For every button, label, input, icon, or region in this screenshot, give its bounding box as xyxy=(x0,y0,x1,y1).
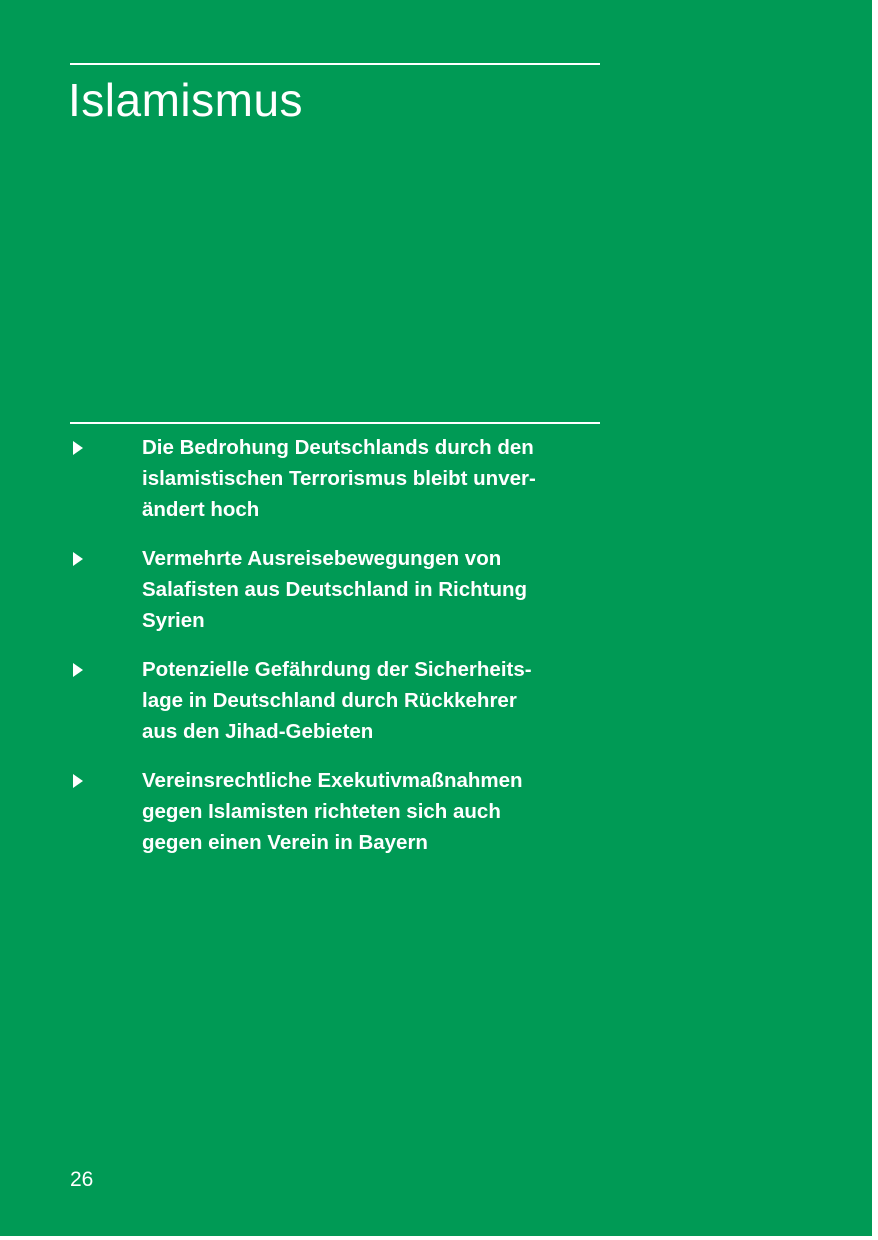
triangle-right-icon xyxy=(73,441,83,455)
summary-line: aus den Jihad-Gebieten xyxy=(142,720,374,743)
summary-item xyxy=(70,432,610,525)
page-title: Islamismus xyxy=(68,74,304,126)
summary-list xyxy=(70,432,610,876)
summary-item xyxy=(70,765,610,858)
summary-line: Die Bedrohung Deutschlands durch den xyxy=(142,436,534,459)
triangle-right-icon xyxy=(73,774,83,788)
summary-line: Vereinsrechtliche Exekutivmaßnahmen xyxy=(142,769,523,792)
page-number: 26 xyxy=(70,1168,94,1191)
summary-top-rule xyxy=(70,422,600,424)
summary-line: Salafisten aus Deutschland in Richtung xyxy=(142,578,528,601)
triangle-right-icon xyxy=(73,552,83,566)
summary-line: gegen einen Verein in Bayern xyxy=(142,831,428,854)
summary-line: Vermehrte Ausreisebewegungen von xyxy=(142,547,502,570)
summary-line: Potenzielle Gefährdung der Sicherheits- xyxy=(142,658,532,681)
summary-line: ändert hoch xyxy=(142,498,260,521)
summary-line: islamistischen Terrorismus bleibt unver- xyxy=(142,467,536,490)
summary-item xyxy=(70,543,610,636)
title-top-rule xyxy=(70,63,600,65)
triangle-right-icon xyxy=(73,663,83,677)
summary-item xyxy=(70,654,610,747)
summary-line: gegen Islamisten richteten sich auch xyxy=(142,800,501,823)
summary-line: lage in Deutschland durch Rückkehrer xyxy=(142,689,517,712)
summary-line: Syrien xyxy=(142,609,205,632)
